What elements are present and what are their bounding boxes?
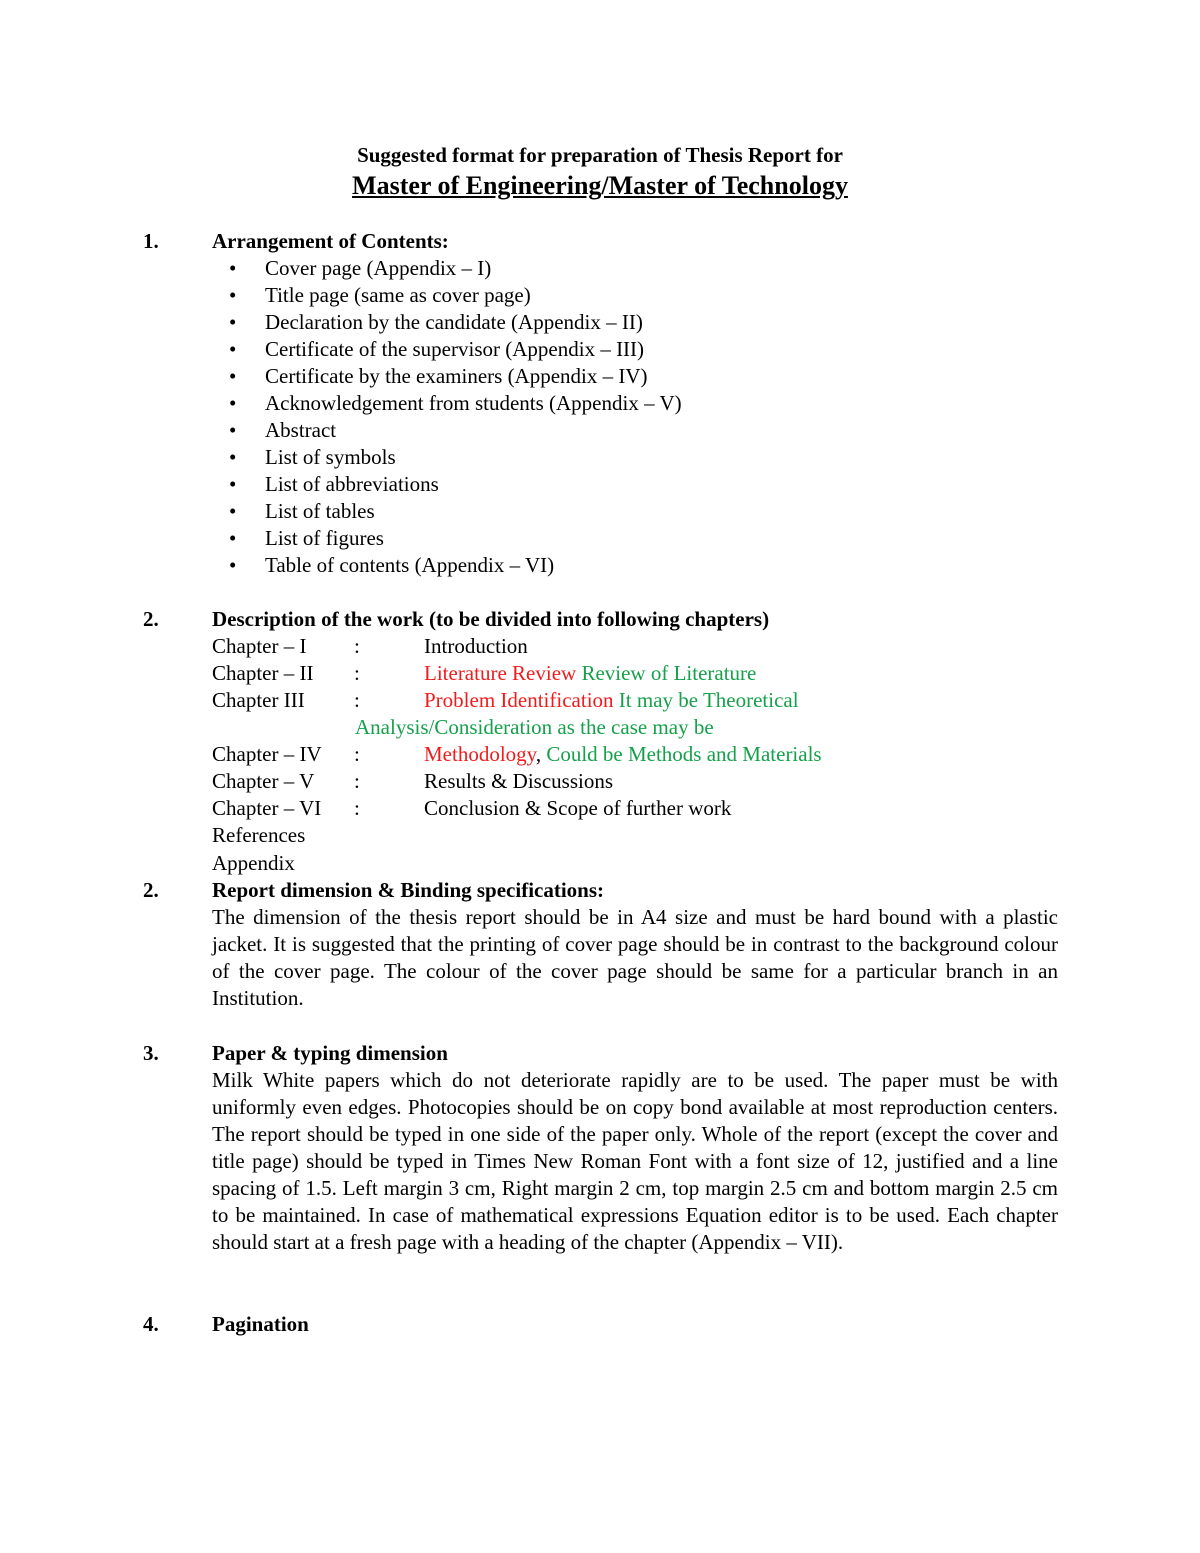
list-item: • List of symbols [229, 445, 396, 469]
section-number: 1. [143, 229, 159, 253]
bullet-icon: • [229, 499, 237, 523]
chapter-label: Chapter – V [212, 769, 315, 793]
list-item: • Title page (same as cover page) [229, 283, 531, 307]
section-body: Milk White papers which do not deteriorate rapidly are to be used. The paper must be with uniformly even edges. Photocopies should be on copy bond available at most reproduction centers. The report should be typed in one side of the paper only. Whole of the report (except the cover and title page) should be typed in Times New Roman Font with a font size of 12, justified and a line spacing of 1.5. Left margin 3 cm, Right margin 2 cm, top margin 2.5 cm and bottom margin 2.5 cm to be maintained. In case of mathematical expressions Equation editor is to be used. Each chapter should start at a fresh page with a heading of the chapter (Appendix – VII). [212, 1068, 1058, 1254]
chapter-title: Results & Discussions [424, 769, 614, 793]
list-item: • Declaration by the candidate (Appendix – II) [229, 310, 643, 334]
chapter-label: Chapter – IV [212, 742, 322, 766]
contents-list [229, 255, 682, 579]
bullet-icon: • [229, 337, 237, 361]
section-number: 3. [143, 1041, 159, 1065]
chapter-label: Chapter – II [212, 661, 314, 685]
list-item: • Certificate of the supervisor (Appendix – III) [229, 337, 645, 361]
bullet-icon: • [229, 256, 237, 280]
chapter-title-suggestion: Review of Literature [576, 661, 757, 685]
chapter-title-original: Problem Identification [424, 688, 614, 712]
list-item: • List of figures [229, 526, 384, 550]
section-heading: Paper & typing dimension [212, 1041, 448, 1065]
bullet-icon: • [229, 445, 237, 469]
list-item: • Cover page (Appendix – I) [229, 256, 492, 280]
bullet-icon: • [229, 526, 237, 550]
document-subtitle: Suggested format for preparation of Thesis Report for [357, 143, 843, 167]
section-heading: Pagination [212, 1312, 309, 1336]
chapter-label: Chapter – I [212, 634, 307, 658]
chapter-title [424, 687, 799, 714]
section-number: 2. [143, 878, 159, 902]
chapter-title [424, 660, 756, 687]
chapter-title-suggestion: It may be Theoretical [613, 688, 799, 712]
list-item: • Abstract [229, 418, 337, 442]
bullet-icon: • [229, 310, 237, 334]
chapter-colon: : [354, 742, 360, 766]
chapter-title-comma: , [535, 742, 542, 766]
list-item: • List of tables [229, 499, 375, 523]
section-heading: Description of the work (to be divided into following chapters) [212, 607, 770, 631]
section-number: 4. [143, 1312, 159, 1336]
bullet-icon: • [229, 364, 237, 388]
chapter-colon: : [354, 634, 360, 658]
chapter-colon: : [354, 769, 360, 793]
chapter-title: Conclusion & Scope of further work [424, 796, 732, 820]
chapter-colon: : [354, 796, 360, 820]
appendix-line: Appendix [212, 851, 295, 875]
bullet-icon: • [229, 472, 237, 496]
bullet-icon: • [229, 418, 237, 442]
chapter-title-continuation: Analysis/Consideration as the case may be [355, 715, 714, 739]
chapter-colon: : [354, 661, 360, 685]
chapter-title-original: Methodology [424, 742, 536, 766]
chapter-title-suggestion: Could be Methods and Materials [541, 742, 822, 766]
chapter-label: Chapter III [212, 688, 305, 712]
list-item: • Table of contents (Appendix – VI) [229, 553, 555, 577]
section-body: The dimension of the thesis report should be in A4 size and must be hard bound with a plastic jacket. It is suggested that the printing of cover page should be in contrast to the background colour of the cover page. The colour of the cover page should be same for a particular branch in an Institution. [212, 905, 1058, 1010]
references-line: References [212, 823, 306, 847]
section-heading: Arrangement of Contents: [212, 229, 449, 253]
chapter-colon: : [354, 688, 360, 712]
bullet-icon: • [229, 283, 237, 307]
section-heading: Report dimension & Binding specifications: [212, 878, 605, 902]
list-item: • Acknowledgement from students (Appendix – V) [229, 391, 682, 415]
chapter-title: Introduction [424, 634, 528, 658]
list-item: • List of abbreviations [229, 472, 439, 496]
chapter-label: Chapter – VI [212, 796, 322, 820]
bullet-icon: • [229, 391, 237, 415]
chapter-title-original: Literature Review [424, 661, 577, 685]
document-title: Master of Engineering/Master of Technology [352, 171, 848, 200]
list-item: • Certificate by the examiners (Appendix – IV) [229, 364, 648, 388]
bullet-icon: • [229, 553, 237, 577]
section-number: 2. [143, 607, 159, 631]
chapter-title [424, 741, 822, 768]
